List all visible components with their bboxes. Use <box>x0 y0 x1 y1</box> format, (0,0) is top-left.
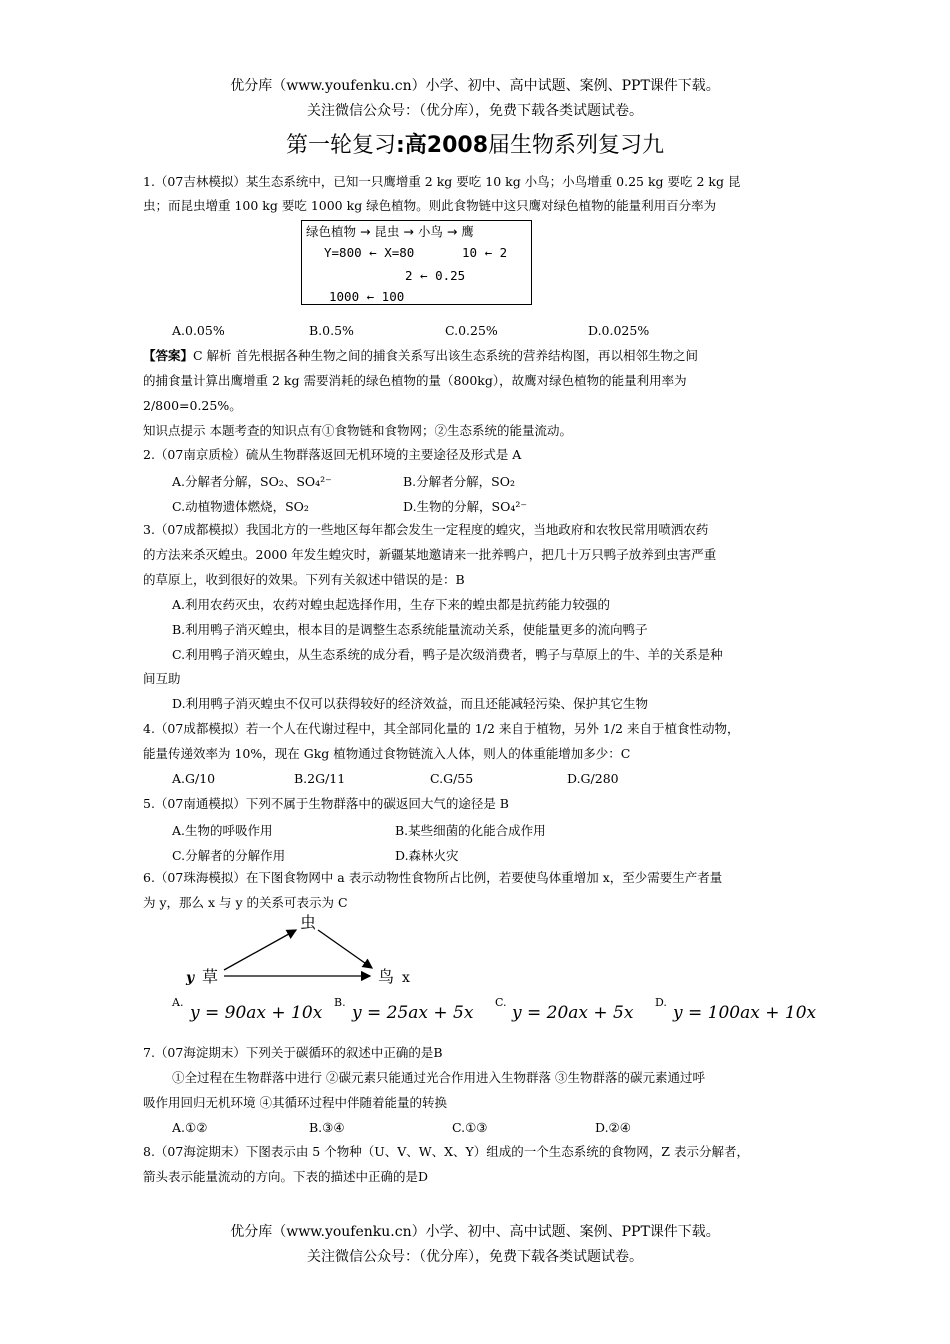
page-title: 第一轮复习:高2008届生物系列复习九 <box>285 133 665 158</box>
q7-option-d: D.②④ <box>595 1120 631 1135</box>
q8-line-2: 箭头表示能量流动的方向。下表的描述中正确的是D <box>143 1169 429 1184</box>
q6-option-b-formula: y = 25ax + 5x <box>352 1003 474 1023</box>
q1-option-d: D.0.025% <box>588 323 650 338</box>
header-line-2: 关注微信公众号：（优分库），免费下载各类试题试卷。 <box>307 103 643 119</box>
q5-option-a: A.生物的呼吸作用 <box>172 823 273 838</box>
node-grass: 草 <box>202 967 219 986</box>
food-chain-header: 绿色植物 → 昆虫 → 小鸟 → 鹰 <box>306 224 474 239</box>
q1-line-1: 1.（07吉林模拟）某生态系统中，已知一只鹰增重 2 kg 要吃 10 kg 小鸟；小鸟增重 0.25 kg 要吃 2 kg 昆 <box>143 174 741 189</box>
q1-answer-line-3: 2/800=0.25%。 <box>143 398 242 413</box>
q5-option-c: C.分解者的分解作用 <box>172 848 286 863</box>
q2-option-c: C.动植物遗体燃烧，SO₂ <box>172 499 309 514</box>
q3-option-c-line-1: C.利用鸭子消灭蝗虫，从生态系统的成分看，鸭子是次级消费者，鸭子与草原上的牛、羊的关系是种 <box>172 647 723 662</box>
arrow-grass-to-insect <box>224 930 296 970</box>
q2-stem: 2.（07南京质检）硫从生物群落返回无机环境的主要途径及形式是 A <box>143 447 522 462</box>
q6-option-b-label: B. <box>334 996 346 1009</box>
food-chain-box <box>301 220 532 305</box>
q6-option-c-label: C. <box>495 996 507 1009</box>
q2-option-b: B.分解者分解，SO₂ <box>403 474 515 489</box>
q3-option-d: D.利用鸭子消灭蝗虫不仅可以获得较好的经济效益，而且还能减轻污染、保护其它生物 <box>172 696 649 711</box>
food-web-diagram <box>180 912 440 994</box>
q3-option-b: B.利用鸭子消灭蝗虫，根本目的是调整生态系统能量流动关系，使能量更多的流向鸭子 <box>172 622 648 637</box>
arrow-insect-to-bird <box>318 930 372 968</box>
q1-option-c: C.0.25% <box>445 323 498 338</box>
q4-option-c: C.G/55 <box>430 771 474 786</box>
q7-statements-line-2: 吸作用回归无机环境 ④其循环过程中伴随着能量的转换 <box>143 1095 447 1110</box>
q4-option-b: B.2G/11 <box>294 771 346 786</box>
q6-option-a-formula: y = 90ax + 10x <box>190 1003 323 1023</box>
q5-stem: 5.（07南通模拟）下列不属于生物群落中的碳返回大气的途径是 B <box>143 796 509 811</box>
food-chain-row3: 1000 ← 100 <box>329 289 405 304</box>
label-y: y <box>186 970 195 986</box>
q1-option-a: A.0.05% <box>172 323 225 338</box>
q7-option-c: C.①③ <box>452 1120 488 1135</box>
q7-option-b: B.③④ <box>309 1120 345 1135</box>
footer-line-2: 关注微信公众号：（优分库），免费下载各类试题试卷。 <box>307 1249 643 1265</box>
q3-line-3: 的草原上，收到很好的效果。下列有关叙述中错误的是：B <box>143 572 465 587</box>
q1-answer-line-2: 的捕食量计算出鹰增重 2 kg 需要消耗的绿色植物的量（800kg），故鹰对绿色植物的能量利用率为 <box>143 373 687 388</box>
label-x: x <box>402 970 410 986</box>
food-chain-row2: 2 ← 0.25 <box>405 268 466 283</box>
q6-option-d-formula: y = 100ax + 10x <box>673 1003 817 1023</box>
q4-line-1: 4.（07成都模拟）若一个人在代谢过程中，其全部同化量的 1/2 来自于植物，另外 1/2 来自于植食性动物， <box>143 721 740 736</box>
q6-line-1: 6.（07珠海模拟）在下图食物网中 a 表示动物性食物所占比例，若要使鸟体重增加 x，至少需要生产者量 <box>143 870 723 885</box>
header-line-1: 优分库（www.youfenku.cn）小学、初中、高中试题、案例、PPT课件下载。 <box>230 78 720 94</box>
q3-line-1: 3.（07成都模拟）我国北方的一些地区每年都会发生一定程度的蝗灾，当地政府和农牧民常用喷洒农药 <box>143 522 709 537</box>
q2-option-a: A.分解者分解，SO₂、SO₄²⁻ <box>172 474 332 489</box>
q3-option-c-line-2: 间互助 <box>143 671 181 686</box>
q1-knowledge-tip: 知识点提示 本题考查的知识点有①食物链和食物网；②生态系统的能量流动。 <box>143 423 572 438</box>
node-insect: 虫 <box>300 913 317 932</box>
q6-option-a-label: A. <box>172 996 184 1009</box>
q7-statements-line-1: ①全过程在生物群落中进行 ②碳元素只能通过光合作用进入生物群落 ③生物群落的碳元素通过呼 <box>172 1070 705 1085</box>
q7-stem: 7.（07海淀期末）下列关于碳循环的叙述中正确的是B <box>143 1045 443 1060</box>
food-chain-row1b: 10 ← 2 <box>462 245 508 260</box>
q5-option-b: B.某些细菌的化能合成作用 <box>395 823 546 838</box>
q2-option-d: D.生物的分解，SO₄²⁻ <box>403 499 527 514</box>
food-chain-row1a: Y=800 ← X=80 <box>324 245 415 260</box>
q6-option-c-formula: y = 20ax + 5x <box>512 1003 634 1023</box>
footer-line-1: 优分库（www.youfenku.cn）小学、初中、高中试题、案例、PPT课件下载。 <box>230 1224 720 1240</box>
q3-line-2: 的方法来杀灭蝗虫。2000 年发生蝗灾时，新疆某地邀请来一批养鸭户，把几十万只鸭子放养到虫害严重 <box>143 547 717 562</box>
q7-option-a: A.①② <box>172 1120 208 1135</box>
q4-option-a: A.G/10 <box>172 771 216 786</box>
q5-option-d: D.森林火灾 <box>395 848 459 863</box>
q4-line-2: 能量传递效率为 10%，现在 Gkg 植物通过食物链流入人体，则人的体重能增加多少：C <box>143 746 631 761</box>
q4-option-d: D.G/280 <box>567 771 619 786</box>
node-bird: 鸟 <box>378 967 395 986</box>
q6-option-d-label: D. <box>655 996 667 1009</box>
q1-line-2: 虫；而昆虫增重 100 kg 要吃 1000 kg 绿色植物。则此食物链中这只鹰对绿色植物的能量利用百分率为 <box>143 198 717 213</box>
q3-option-a: A.利用农药灭虫，农药对蝗虫起选择作用，生存下来的蝗虫都是抗药能力较强的 <box>172 597 611 612</box>
q8-line-1: 8.（07海淀期末）下图表示由 5 个物种（U、V、W、X、Y）组成的一个生态系统的食物网，Z 表示分解者， <box>143 1144 749 1159</box>
q1-option-b: B.0.5% <box>309 323 354 338</box>
q6-line-2: 为 y，那么 x 与 y 的关系可表示为 C <box>143 895 348 910</box>
q1-answer-line-1: 【答案】C 解析 首先根据各种生物之间的捕食关系写出该生态系统的营养结构图，再以相邻生物之间 <box>143 348 699 363</box>
